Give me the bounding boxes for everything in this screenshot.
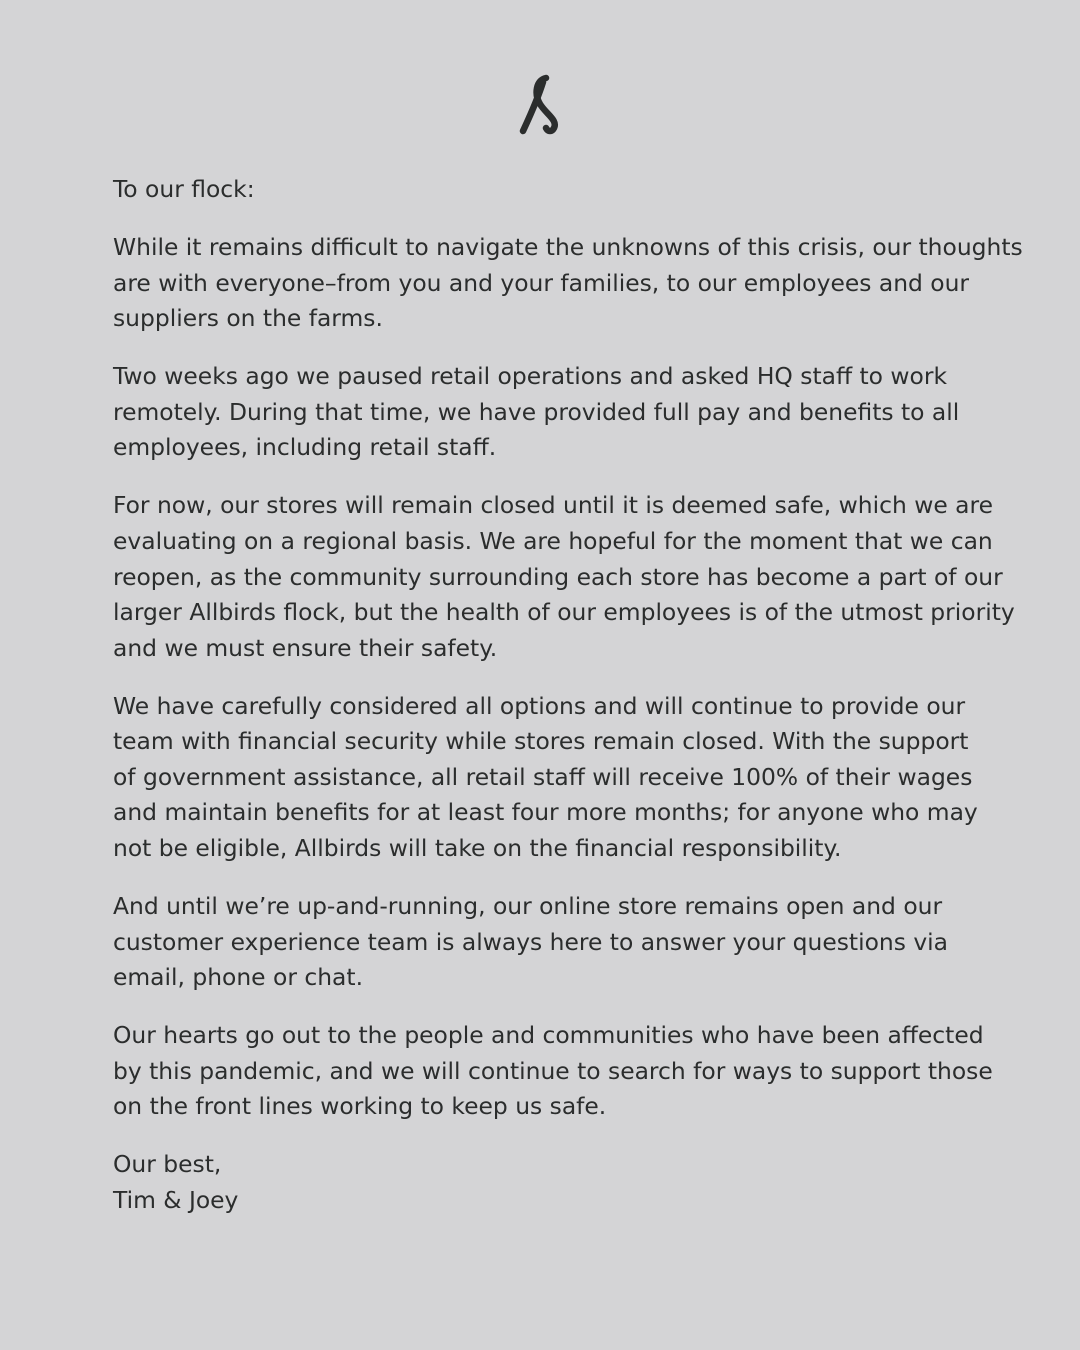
allbirds-logo-icon [516, 70, 564, 140]
paragraph-line: Two weeks ago we paused retail operations and asked HQ staff to work [113, 362, 948, 391]
paragraph-line: Our hearts go out to the people and communities who have been affected [113, 1021, 984, 1050]
closing: Our best, [113, 1150, 222, 1179]
paragraph-line: and maintain benefits for at least four more months; for anyone who may [113, 798, 978, 827]
paragraph-line: larger Allbirds flock, but the health of our employees is of the utmost priority [113, 598, 1015, 627]
paragraph-line: evaluating on a regional basis. We are hopeful for the moment that we can [113, 526, 993, 555]
signoff [113, 1147, 973, 1218]
paragraph-line: email, phone or chat. [113, 963, 363, 992]
salutation-text: To our flock: [113, 175, 255, 203]
paragraph-4 [113, 689, 978, 867]
paragraph-line: remotely. During that time, we have provided full pay and benefits to all [113, 397, 960, 426]
paragraph-line: not be eligible, Allbirds will take on the financial responsibility. [113, 834, 842, 863]
paragraph-1 [113, 230, 1023, 337]
paragraph-5 [113, 889, 973, 996]
paragraph-line: and we must ensure their safety. [113, 633, 498, 662]
paragraph-line: For now, our stores will remain closed until it is deemed safe, which we are [113, 491, 993, 520]
letter-body [113, 172, 1023, 1241]
paragraph-line: on the front lines working to keep us safe. [113, 1092, 607, 1121]
paragraph-line: reopen, as the community surrounding each store has become a part of our [113, 562, 1003, 591]
paragraph-line: We have carefully considered all options and will continue to provide our [113, 691, 966, 720]
paragraph-line: employees, including retail staff. [113, 433, 497, 462]
paragraph-line: team with financial security while stores remain closed. With the support [113, 727, 969, 756]
paragraph-line: suppliers on the farms. [113, 304, 383, 333]
paragraph-6 [113, 1018, 993, 1125]
paragraph-line: And until we’re up-and-running, our online store remains open and our [113, 892, 943, 921]
signature: Tim & Joey [113, 1185, 239, 1214]
paragraph-line: customer experience team is always here to answer your questions via [113, 927, 949, 956]
paragraph-line: of government assistance, all retail staff will receive 100% of their wages [113, 762, 973, 791]
paragraph-3 [113, 488, 1015, 666]
paragraph-line: are with everyone–from you and your families, to our employees and our [113, 268, 970, 297]
paragraph-line: by this pandemic, and we will continue to search for ways to support those [113, 1056, 993, 1085]
paragraph-2 [113, 359, 973, 466]
paragraph-line: While it remains difficult to navigate the unknowns of this crisis, our thoughts [113, 232, 1023, 261]
salutation [113, 172, 973, 208]
